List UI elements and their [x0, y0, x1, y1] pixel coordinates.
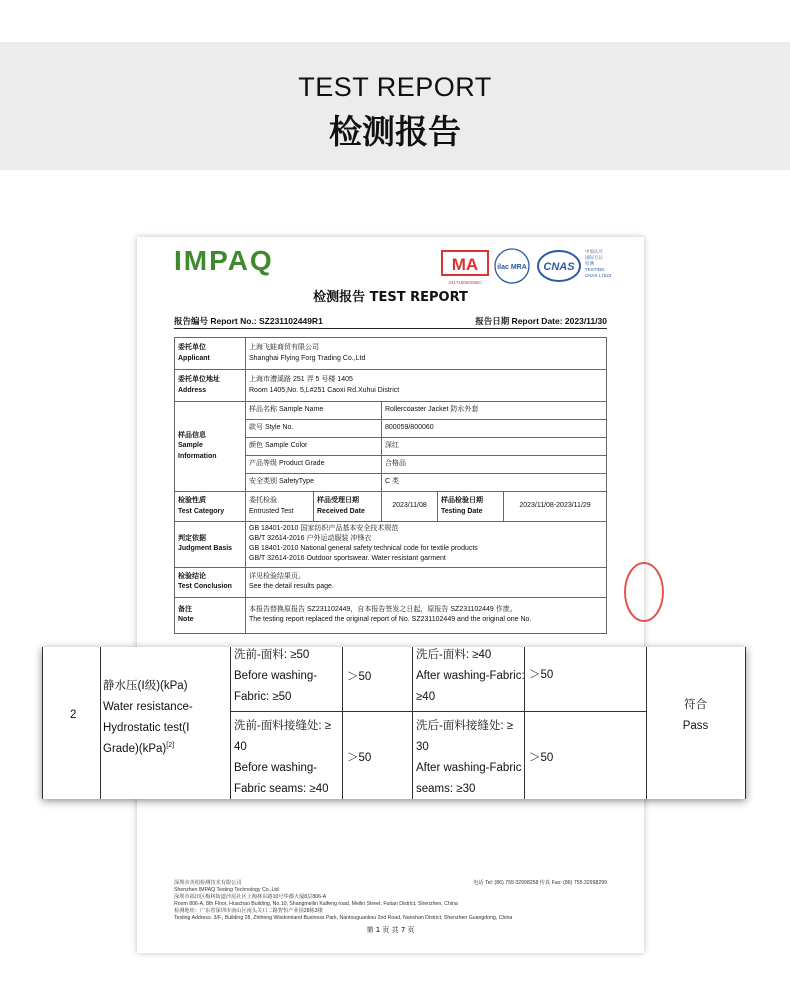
grid-line	[100, 647, 101, 799]
row-index: 2	[70, 709, 77, 721]
svg-text:CNAS: CNAS	[543, 261, 575, 273]
cnas-seal-icon	[535, 247, 583, 287]
svg-text:231719050096C: 231719050096C	[448, 280, 482, 285]
page-number: 第 1 页 共 7 页	[366, 926, 415, 934]
requirement-after-seam: 洗后-面料接缝处: ≥ 30 After washing-Fabric seams: ≥30	[416, 720, 522, 795]
requirement-before-seam: 洗前-面料接缝处: ≥ 40 Before washing- Fabric seams: ≥40	[234, 720, 332, 795]
table-row: 备注 Note 本报告替换原报告 SZ231102449，自本报告签发之日起，原报告 SZ231102449 作废。 The testing report replaced the original report of No. SZ231102449 and the original one No.	[175, 597, 607, 633]
red-stamp-icon	[624, 562, 664, 622]
document-footer: 深圳市英柏检测技术有限公司 Shenzhen IMPAQ Testing Technology Co.,Ltd 深圳市福田区梅林街道沙尾社区上梅林东路10号华都大厦8层806-A Room 806-A, 8th Floor, Huachao Building, No.10, Shangmeilin Kaifeng road, Meilin Street, Futian District, Shenzhen, China 检测地址：广东省深圳市南山区南头关口二路智恒产业园28栋3楼 Testing Address: 3/F., Building 28, Zhiheng Wisdomland Business Park, Nantouguankou 2nd Road, Nanshan District, Shenzhen Guangdong, China 电话 Tel: (86) 755 32998258 传真 Fax: (86) 755 32998299	[174, 880, 607, 922]
table-row: 委托单位地址 Address 上海市漕溪路 251 弄 5 号楼 1405 Room 1405,No. 5,L#251 Caoxi Rd.Xuhui District	[175, 370, 607, 402]
report-date: 报告日期 Report Date: 2023/11/30	[475, 316, 607, 326]
cma-seal-icon	[440, 247, 492, 287]
table-row: 判定依据 Judgment Basis GB 18401-2010 国家纺织产品基本安全技术规范 GB/T 32614-2016 户外运动服装 冲锋衣 GB 18401-2010 National general safety technical code for textile products GB/T 32614-2016 Outdoor sportswear. Water resistant garment	[175, 522, 607, 568]
table-row: 检验结论 Test Conclusion 详见检验结果页。 See the detail results page.	[175, 567, 607, 597]
table-row: 委托单位 Applicant 上海飞蛙商贸有限公司 Shanghai Flying Forg Trading Co.,Ltd	[175, 338, 607, 370]
requirement-after-fabric: 洗后-面料: ≥40 After washing-Fabric: ≥40	[416, 649, 525, 703]
table-row: 款号 Style No. 800059/800060	[175, 420, 607, 438]
grid-line	[42, 647, 43, 799]
table-row: 样品信息 Sample Information 样品名称 Sample Name Rollercoaster Jacket 防水外套	[175, 402, 607, 420]
grid-line	[412, 647, 413, 799]
table-row: 颜色 Sample Color 深红	[175, 438, 607, 456]
report-document	[137, 237, 644, 953]
table-row: 安全类别 SafetyType C 类	[175, 474, 607, 492]
grid-line	[342, 647, 343, 799]
ilac-mra-seal-icon	[492, 247, 532, 287]
test-result-row-zoom	[42, 647, 746, 799]
grid-line	[230, 711, 646, 712]
test-item: 静水压(Ⅰ级)(kPa) Water resistance- Hydrostatic test(Ⅰ Grade)(kPa)[2]	[103, 680, 193, 755]
result-after-fabric: ＞50	[529, 669, 554, 681]
table-row: 产品等级 Product Grade 合格品	[175, 456, 607, 474]
footer-contact: 电话 Tel: (86) 755 32998258 传真 Fax: (86) 755 32998299	[473, 880, 607, 886]
result-before-fabric: ＞50	[347, 671, 372, 683]
banner-title-en: TEST REPORT	[298, 72, 492, 102]
banner-title-cn: 检测报告	[329, 112, 461, 151]
verdict: 符合 Pass	[682, 699, 709, 732]
report-info-table	[174, 337, 607, 634]
result-after-seam: ＞50	[529, 752, 554, 764]
header-banner	[0, 42, 790, 170]
divider	[174, 328, 607, 329]
table-row: 检验性质 Test Category 委托检验 Entrusted Test 样品受理日期 Received Date 2023/11/08 样品检验日期 Testing Date 2023/11/08-2023/11/29	[175, 492, 607, 522]
report-number: 报告编号 Report No.: SZ231102449R1	[174, 316, 323, 326]
requirement-before-fabric: 洗前-面料: ≥50 Before washing- Fabric: ≥50	[234, 649, 318, 703]
grid-line	[745, 647, 746, 799]
cnas-text: 中国认可 国际互认 检测 TESTING CNAS L7523	[585, 249, 612, 278]
svg-text:ilac MRA: ilac MRA	[497, 264, 527, 271]
document-title: 检测报告 TEST REPORT	[313, 290, 468, 305]
result-before-seam: ＞50	[347, 752, 372, 764]
svg-text:MA: MA	[451, 255, 479, 274]
grid-line	[230, 647, 231, 799]
impaq-logo: IMPAQ	[174, 245, 274, 276]
